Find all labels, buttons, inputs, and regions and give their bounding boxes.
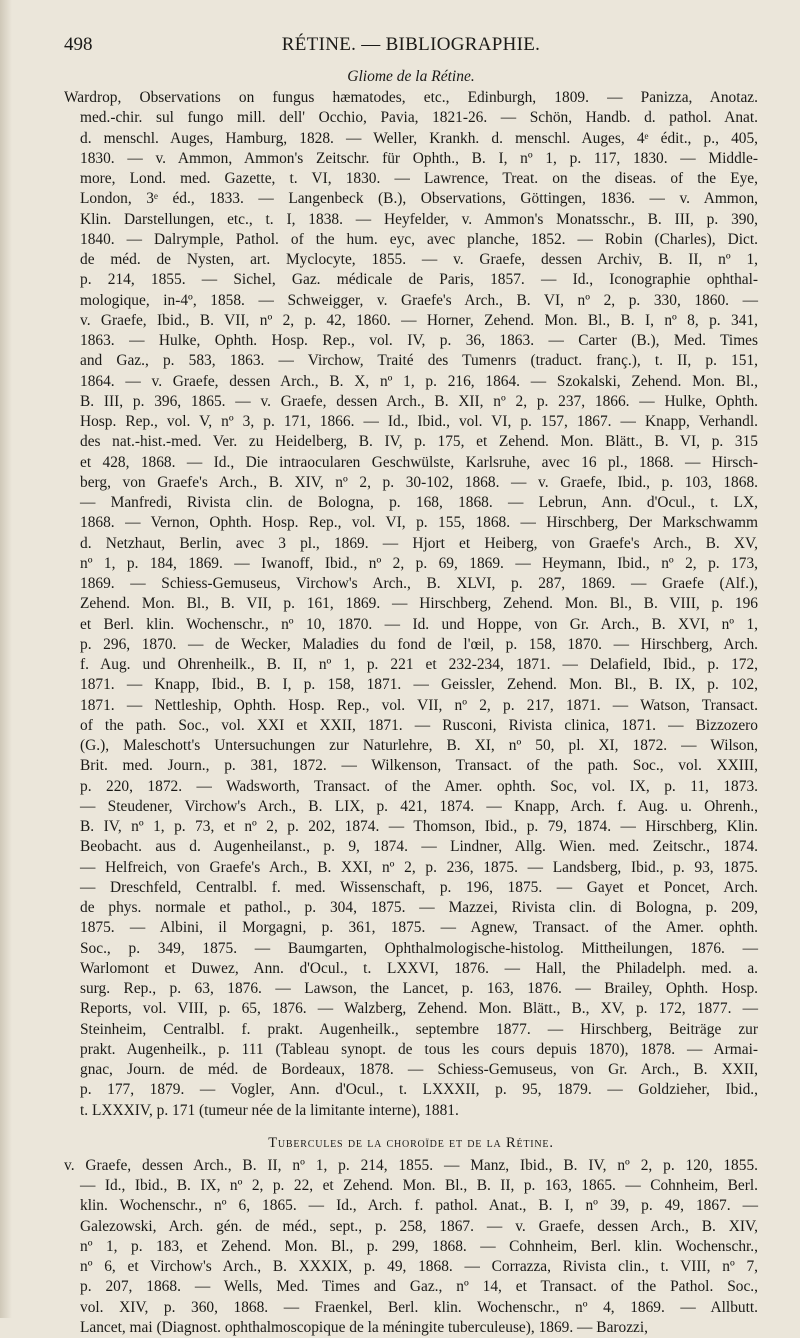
bibliography-line: d. menschl. Auges, Hamburg, 1828. — Weller, Krankh. d. menschl. Auges, 4ᵉ édit., p., 405, (80, 129, 758, 147)
bibliography-line: med.-chir. sul fungo mill. dell' Occhio, Pavia, 1821-26. — Schön, Handb. d. pathol. Anat. (80, 109, 758, 127)
bibliography-line: 1863. — Hulke, Ophth. Hosp. Rep., vol. IV, p. 36, 1863. — Carter (B.), Med. Times (80, 332, 758, 349)
bibliography-line: t. LXXXIV, p. 171 (tumeur née de la limitante interne), 1881. (80, 1101, 459, 1119)
bibliography-line: d. Netzhaut, Berlin, avec 3 pl., 1869. — Hjort et Heiberg, von Graefe's Arch., B. XV, (80, 534, 758, 552)
bibliography-line: Soc., p. 349, 1875. — Baumgarten, Ophthalmologische-histolog. Mittheilungen, 1876. — (80, 939, 758, 957)
bibliography-line: Wardrop, Observations on fungus hæmatodes, etc., Edinburgh, 1809. — Panizza, Anotaz. (64, 89, 758, 106)
bibliography-line: v. Graefe, dessen Arch., B. II, nº 1, p. 214, 1855. — Manz, Ibid., B. IV, nº 2, p. 120, 1855. (64, 1156, 758, 1174)
bibliography-line: p. 214, 1855. — Sichel, Gaz. médicale de Paris, 1857. — Id., Iconographie ophthal- (80, 271, 758, 289)
bibliography-line: (G.), Maleschott's Untersuchungen zur Naturlehre, B. XI, nº 50, pl. XI, 1872. — Wilson, (80, 737, 758, 754)
bibliography-line: more, Lond. med. Gazette, t. VI, 1830. — Lawrence, Treat. on the diseas. of the Eye, (80, 170, 758, 187)
bibliography-line: p. 220, 1872. — Wadsworth, Transact. of the Amer. ophth. Soc, vol. IX, p. 11, 1873. (80, 777, 758, 795)
bibliography-line: de méd. de Nysten, art. Myclocyte, 1855. — v. Graefe, dessen Archiv, B. II, nº 1, (80, 251, 758, 268)
bibliography-line: surg. Rep., p. 63, 1876. — Lawson, the Lancet, p. 163, 1876. — Brailey, Ophth. Hosp. (80, 980, 758, 997)
bibliography-line: Warlomont et Duwez, Ann. d'Ocul., t. LXXVI, 1876. — Hall, the Philadelph. med. a. (80, 959, 758, 977)
bibliography-line: Lancet, mai (Diagnost. ophthalmoscopique de la méningite tuberculeuse), 1869. — Barozzi, (80, 1318, 649, 1336)
page-number: 498 (64, 34, 93, 55)
bibliography-line: — Id., Ibid., B. IX, nº 2, p. 22, et Zehend. Mon. Bl., B. II, p. 163, 1865. — Cohnheim, Berl. (80, 1177, 758, 1194)
bibliography-line: of the path. Soc., vol. XXI et XXII, 1871. — Rusconi, Rivista clinica, 1871. — Bizzozero (80, 716, 758, 734)
bibliography-line: 1868. — Vernon, Ophth. Hosp. Rep., vol. VI, p. 155, 1868. — Hirschberg, Der Markschwamm (80, 514, 758, 532)
bibliography-line: gnac, Journ. de méd. de Bordeaux, 1878. — Schiess-Gemuseus, von Gr. Arch., B. XXII, (80, 1061, 758, 1078)
bibliography-tubercules (64, 1156, 758, 1338)
bibliography-line: berg, von Graefe's Arch., B. XIV, nº 2, p. 30-102, 1868. — v. Graefe, Ibid., p. 103, 1868. (80, 473, 758, 491)
bibliography-line: 1875. — Albini, il Morgagni, p. 361, 1875. — Agnew, Transact. of the Amer. ophth. (80, 919, 758, 937)
bibliography-line: p. 207, 1868. — Wells, Med. Times and Gaz., nº 14, et Transact. of the Pathol. Soc., (80, 1278, 758, 1296)
bibliography-line: et Berl. klin. Wochenschr., nº 10, 1870. — Id. und Hoppe, von Gr. Arch., B. XVI, nº 1, (80, 615, 758, 633)
bibliography-line: p. 177, 1879. — Vogler, Ann. d'Ocul., t. LXXXII, p. 95, 1879. — Goldzieher, Ibid., (80, 1081, 758, 1099)
bibliography-line: mologique, in-4º, 1858. — Schweigger, v. Graefe's Arch., B. VI, nº 2, p. 330, 1860. — (80, 291, 758, 309)
bibliography-line: f. Aug. und Ohrenheilk., B. II, nº 1, p. 221 et 232-234, 1871. — Delafield, Ibid., p. 172, (80, 656, 758, 673)
bibliography-line: 1871. — Nettleship, Ophth. Hosp. Rep., vol. VII, nº 2, p. 217, 1871. — Watson, Transact. (80, 696, 758, 714)
section-title-gliome: Gliome de la Rétine. (347, 68, 475, 85)
bibliography-line: 1830. — v. Ammon, Ammon's Zeitschr. für Ophth., B. I, nº 1, p. 117, 1830. — Middle- (80, 149, 758, 167)
bibliography-line: B. IV, nº 1, p. 73, et nº 2, p. 202, 1874. — Thomson, Ibid., p. 79, 1874. — Hirschberg, Klin. (80, 818, 758, 835)
bibliography-line: Brit. med. Journ., p. 381, 1872. — Wilkenson, Transact. of the path. Soc., vol. XXIII, (80, 757, 758, 775)
bibliography-line: p. 296, 1870. — de Wecker, Maladies du fond de l'œil, p. 158, 1870. — Hirschberg, Arch. (80, 635, 758, 653)
bibliography-line: — Dreschfeld, Centralbl. f. med. Wissenschaft, p. 196, 1875. — Gayet et Poncet, Arch. (80, 878, 758, 896)
bibliography-line: London, 3ᵉ éd., 1833. — Langenbeck (B.), Observations, Göttingen, 1836. — v. Ammon, (80, 190, 758, 208)
section-title-tubercules: Tubercules de la choroïde et de la Rétine. (268, 1134, 554, 1151)
bibliography-line: Reports, vol. VIII, p. 65, 1876. — Walzberg, Zehend. Mon. Blätt., B., XV, p. 172, 1877. — (80, 1000, 758, 1018)
bibliography-line: klin. Wochenschr., nº 6, 1865. — Id., Arch. f. pathol. Anat., B. I, nº 39, p. 49, 1867. — (80, 1197, 758, 1215)
bibliography-line: de phys. normale et pathol., p. 304, 1875. — Mazzei, Rivista clin. di Bologna, p. 209, (80, 899, 758, 916)
bibliography-line: — Helfreich, von Graefe's Arch., B. XXI, nº 2, p. 236, 1875. — Landsberg, Ibid., p. 93, 1875. (80, 858, 758, 876)
bibliography-line: nº 6, et Virchow's Arch., B. XXXIX, p. 49, 1868. — Corrazza, Rivista clin., t. VIII, nº 7, (80, 1258, 758, 1275)
running-head: RÉTINE. — BIBLIOGRAPHIE. (281, 34, 541, 55)
bibliography-line: Beobacht. aus d. Augenheilanst., p. 9, 1874. — Lindner, Allg. Wien. med. Zeitschr., 1874. (80, 838, 758, 856)
bibliography-line: et 428, 1868. — Id., Die intraocularen Geschwülste, Karlsruhe, avec 16 pl., 1868. — Hirsch- (80, 453, 758, 471)
bibliography-line: — Manfredi, Rivista clin. de Bologna, p. 168, 1868. — Lebrun, Ann. d'Ocul., t. LX, (80, 494, 758, 511)
bibliography-line: 1869. — Schiess-Gemuseus, Virchow's Arch., B. XLVI, p. 287, 1869. — Graefe (Alf.), (80, 575, 758, 592)
bibliography-line: Zehend. Mon. Bl., B. VII, p. 161, 1869. — Hirschberg, Zehend. Mon. Bl., B. VIII, p. 196 (80, 595, 758, 613)
bibliography-gliome (64, 88, 758, 1121)
bibliography-line: B. III, p. 396, 1865. — v. Graefe, dessen Arch., B. XII, nº 2, p. 237, 1866. — Hulke, Ophth. (80, 392, 758, 410)
bibliography-line: Hosp. Rep., vol. V, nº 3, p. 171, 1866. — Id., Ibid., vol. VI, p. 157, 1867. — Knapp, Verhandl. (80, 413, 758, 430)
bibliography-line: nº 1, p. 184, 1869. — Iwanoff, Ibid., nº 2, p. 69, 1869. — Heymann, Ibid., nº 2, p. 173, (80, 554, 758, 572)
bibliography-line: vol. XIV, p. 360, 1868. — Fraenkel, Berl. klin. Wochenschr., nº 4, 1869. — Allbutt. (80, 1298, 758, 1316)
bibliography-line: des nat.-hist.-med. Ver. zu Heidelberg, B. IV, p. 175, et Zehend. Mon. Blätt., B. VI, p. 315 (80, 433, 758, 451)
bibliography-line: 1871. — Knapp, Ibid., B. I, p. 158, 1871. — Geissler, Zehend. Mon. Bl., B. IX, p. 102, (80, 676, 758, 694)
bibliography-line: nº 1, p. 183, et Zehend. Mon. Bl., p. 299, 1868. — Cohnheim, Berl. klin. Wochenschr., (80, 1237, 758, 1255)
bibliography-line: 1840. — Dalrymple, Pathol. of the hum. eyc, avec planche, 1852. — Robin (Charles), Dict. (80, 230, 758, 248)
bibliography-line: Steinheim, Centralbl. f. prakt. Augenheilk., septembre 1877. — Hirschberg, Beiträge zur (80, 1020, 758, 1038)
page-header (64, 34, 758, 64)
bibliography-line: Klin. Darstellungen, etc., t. I, 1838. — Heyfelder, v. Ammon's Monatsschr., B. III, p. 390, (80, 210, 758, 228)
bibliography-line: v. Graefe, Ibid., B. VII, nº 2, p. 42, 1860. — Horner, Zehend. Mon. Bl., B. I, nº 8, p. 341, (80, 311, 758, 329)
bibliography-line: 1864. — v. Graefe, dessen Arch., B. X, nº 1, p. 216, 1864. — Szokalski, Zehend. Mon. Bl., (80, 372, 758, 390)
bibliography-line: and Gaz., p. 583, 1863. — Virchow, Traité des Tumenrs (traduct. franç.), t. II, p. 151, (80, 352, 758, 370)
bibliography-line: — Steudener, Virchow's Arch., B. LIX, p. 421, 1874. — Knapp, Arch. f. Aug. u. Ohrenh., (80, 797, 758, 815)
bibliography-line: Galezowski, Arch. gén. de méd., sept., p. 258, 1867. — v. Graefe, dessen Arch., B. XIV, (80, 1217, 758, 1235)
bibliography-line: prakt. Augenheilk., p. 111 (Tableau synopt. de tous les cours depuis 1870), 1878. — Armai- (80, 1040, 758, 1058)
